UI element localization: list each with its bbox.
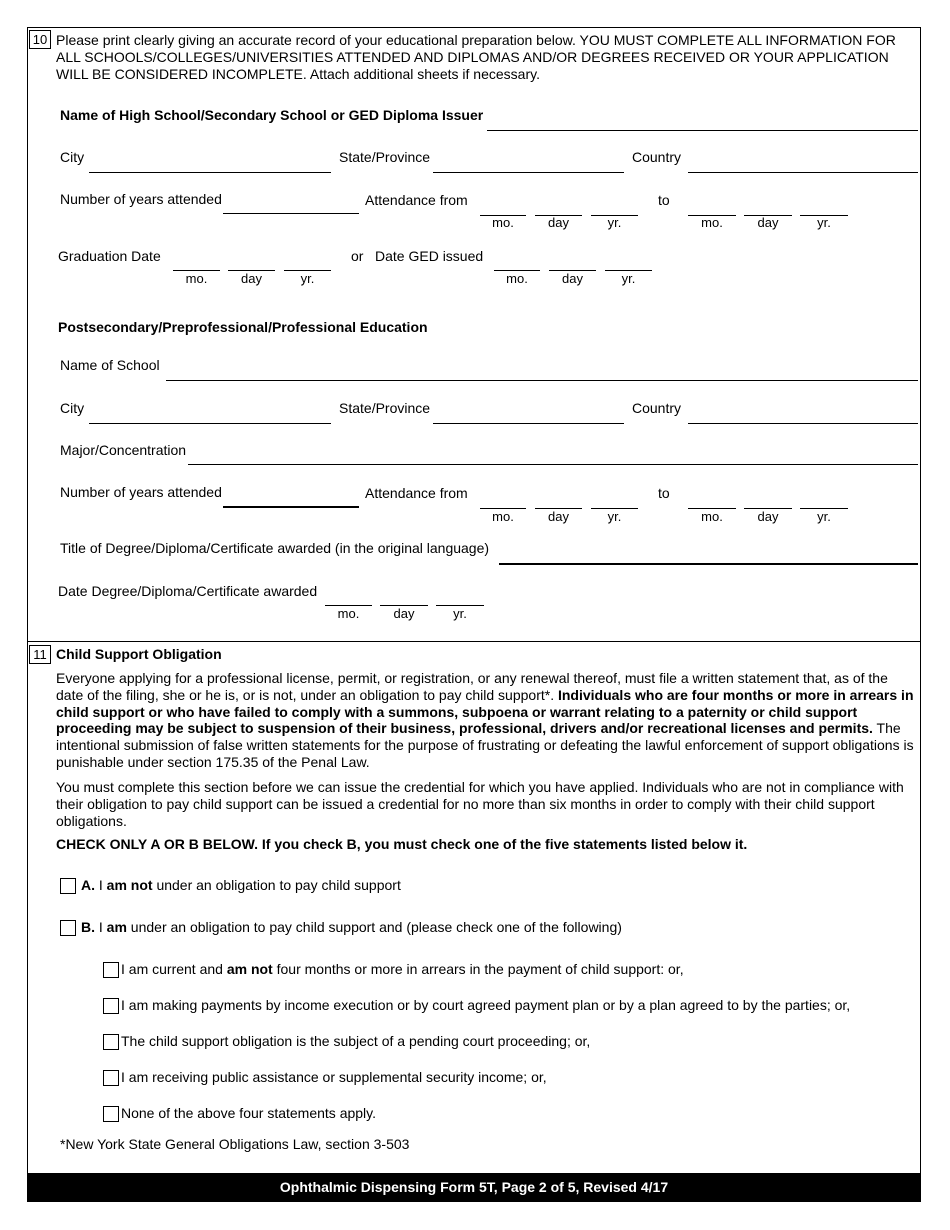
sub1-bold: am not bbox=[226, 961, 273, 977]
ps-to-yr-caption: yr. bbox=[817, 509, 831, 524]
hs-country-label: Country bbox=[632, 149, 682, 165]
hs-country-field[interactable] bbox=[688, 172, 918, 173]
hs-attendance-from-label: Attendance from bbox=[365, 192, 468, 208]
hs-to-day-caption: day bbox=[757, 215, 779, 230]
ps-from-day-caption: day bbox=[548, 509, 569, 524]
option-b-checkbox[interactable] bbox=[60, 920, 76, 936]
ps-country-label: Country bbox=[632, 400, 682, 416]
hs-state-field[interactable] bbox=[433, 172, 624, 173]
option-b-pre: I bbox=[95, 919, 107, 935]
hs-to-mo-caption: mo. bbox=[701, 215, 723, 230]
section-10-number: 10 bbox=[29, 30, 51, 49]
hs-state-label: State/Province bbox=[339, 149, 431, 165]
sub-option-4-checkbox[interactable] bbox=[103, 1070, 119, 1086]
hs-years-label: Number of years attended bbox=[60, 191, 222, 207]
graduation-date-label: Graduation Date bbox=[58, 248, 161, 264]
degree-day-caption: day bbox=[393, 606, 415, 621]
option-a-post: under an obligation to pay child support bbox=[152, 877, 401, 893]
hs-from-day-caption: day bbox=[548, 215, 569, 230]
hs-to-label: to bbox=[658, 192, 670, 208]
option-a-pre: I bbox=[95, 877, 107, 893]
degree-title-label: Title of Degree/Diploma/Certificate awarded (in the original language) bbox=[60, 540, 490, 556]
major-field[interactable] bbox=[188, 464, 918, 465]
hs-city-field[interactable] bbox=[89, 172, 331, 173]
sub-option-2-checkbox[interactable] bbox=[103, 998, 119, 1014]
section-11-heading: Child Support Obligation bbox=[56, 646, 222, 662]
grad-mo-caption: mo. bbox=[185, 271, 208, 286]
sub-option-4-label: I am receiving public assistance or supplemental security income; or, bbox=[121, 1069, 547, 1085]
page-footer: Ophthalmic Dispensing Form 5T, Page 2 of 5, Revised 4/17 bbox=[27, 1173, 921, 1202]
hs-from-mo-caption: mo. bbox=[492, 215, 514, 230]
high-school-name-field[interactable] bbox=[487, 130, 918, 131]
ps-city-label: City bbox=[60, 400, 85, 416]
ps-to-day-caption: day bbox=[757, 509, 779, 524]
postsecondary-heading: Postsecondary/Preprofessional/Professional Education bbox=[58, 319, 428, 335]
para1-bold: Individuals who are four months or more in arrears in child support or who have failed to comply with a summons, subpoena or warrant relating to a paternity or child support proceeding may be subject to suspension of their business, professional, drivers and/or recreational licenses and permits. bbox=[56, 686, 914, 737]
option-b-letter: B. bbox=[81, 919, 95, 935]
ps-years-field[interactable] bbox=[223, 506, 359, 508]
ps-years-label: Number of years attended bbox=[60, 484, 222, 500]
footnote: *New York State General Obligations Law, section 3-503 bbox=[60, 1136, 410, 1152]
option-a-letter: A. bbox=[81, 877, 95, 893]
child-support-paragraph-2: You must complete this section before we can issue the credential for which you have applied. Individuals who are not in compliance with their obligation to pay child support can be issued a credential for no more than six months in order to comply with their child support obligations. bbox=[56, 779, 904, 829]
grad-day-caption: day bbox=[241, 271, 262, 286]
para1-end: The intentional submission of false written statements for the purpose of frustrating or defeating the lawful enforcement of support obligations is punishable under section 175.35 of the Penal Law. bbox=[56, 720, 914, 770]
degree-title-field[interactable] bbox=[499, 563, 918, 565]
option-a-checkbox[interactable] bbox=[60, 878, 76, 894]
school-name-label: Name of School bbox=[60, 357, 160, 373]
ps-from-mo-caption: mo. bbox=[492, 509, 514, 524]
check-instruction: CHECK ONLY A OR B BELOW. If you check B, you must check one of the five statements listed below it. bbox=[56, 836, 748, 852]
child-support-paragraph-1 bbox=[56, 670, 914, 771]
ps-from-yr-caption: yr. bbox=[607, 509, 622, 524]
ps-to-mo-caption: mo. bbox=[701, 509, 723, 524]
ps-state-field[interactable] bbox=[433, 423, 624, 424]
ps-country-field[interactable] bbox=[688, 423, 918, 424]
degree-yr-caption: yr. bbox=[453, 606, 467, 621]
high-school-label: Name of High School/Secondary School or GED Diploma Issuer bbox=[60, 107, 484, 123]
sub-option-5-checkbox[interactable] bbox=[103, 1106, 119, 1122]
sub-option-1-label bbox=[121, 961, 684, 977]
sub-option-2-label: I am making payments by income execution or by court agreed payment plan or by a plan agreed to by the parties; or, bbox=[121, 997, 851, 1013]
section-10-instructions: Please print clearly giving an accurate record of your educational preparation below. YOU MUST COMPLETE ALL INFORMATION FOR ALL SCHOOLS/COLLEGES/UNIVERSITIES ATTENDED AND DIPLOMAS AND/OR DEGREES RECEIVED OR YOUR APPLICATION WILL BE CONSIDERED INCOMPLETE. Attach additional sheets if necessary. bbox=[56, 32, 896, 82]
ged-yr-caption: yr. bbox=[621, 271, 636, 286]
hs-years-field[interactable] bbox=[223, 213, 359, 214]
sub1-post: four months or more in arrears in the payment of child support: or, bbox=[272, 961, 684, 977]
hs-to-yr-caption: yr. bbox=[817, 215, 831, 230]
option-b-label bbox=[81, 919, 622, 935]
degree-mo-caption: mo. bbox=[337, 606, 360, 621]
sub-option-1-checkbox[interactable] bbox=[103, 962, 119, 978]
option-b-bold: am bbox=[106, 919, 127, 935]
degree-date-label: Date Degree/Diploma/Certificate awarded bbox=[58, 583, 318, 599]
school-name-field[interactable] bbox=[166, 380, 918, 381]
para1-start: Everyone applying for a professional license, permit, or registration, or any renewal thereof, must file a written statement that, as of the date of the filing, she or he is, or is not, under an obligation to pay child support*. bbox=[56, 670, 888, 703]
hs-from-yr-caption: yr. bbox=[607, 215, 622, 230]
sub1-pre: I am current and bbox=[121, 961, 227, 977]
option-b-post: under an obligation to pay child support and (please check one of the following) bbox=[126, 919, 622, 935]
or-label: or bbox=[351, 248, 364, 264]
ps-state-label: State/Province bbox=[339, 400, 431, 416]
ged-day-caption: day bbox=[562, 271, 583, 286]
option-a-label bbox=[81, 877, 401, 893]
section-divider bbox=[27, 641, 921, 642]
hs-city-label: City bbox=[60, 149, 85, 165]
sub-option-5-label: None of the above four statements apply. bbox=[121, 1105, 377, 1121]
ged-mo-caption: mo. bbox=[506, 271, 528, 286]
ps-to-label: to bbox=[658, 485, 670, 501]
ps-attendance-from-label: Attendance from bbox=[365, 485, 468, 501]
ged-date-label: Date GED issued bbox=[375, 248, 484, 264]
grad-yr-caption: yr. bbox=[300, 271, 315, 286]
section-11-number: 11 bbox=[29, 645, 51, 664]
sub-option-3-checkbox[interactable] bbox=[103, 1034, 119, 1050]
option-a-bold: am not bbox=[106, 877, 153, 893]
ps-city-field[interactable] bbox=[89, 423, 331, 424]
sub-option-3-label: The child support obligation is the subject of a pending court proceeding; or, bbox=[121, 1033, 591, 1049]
major-label: Major/Concentration bbox=[60, 442, 187, 458]
